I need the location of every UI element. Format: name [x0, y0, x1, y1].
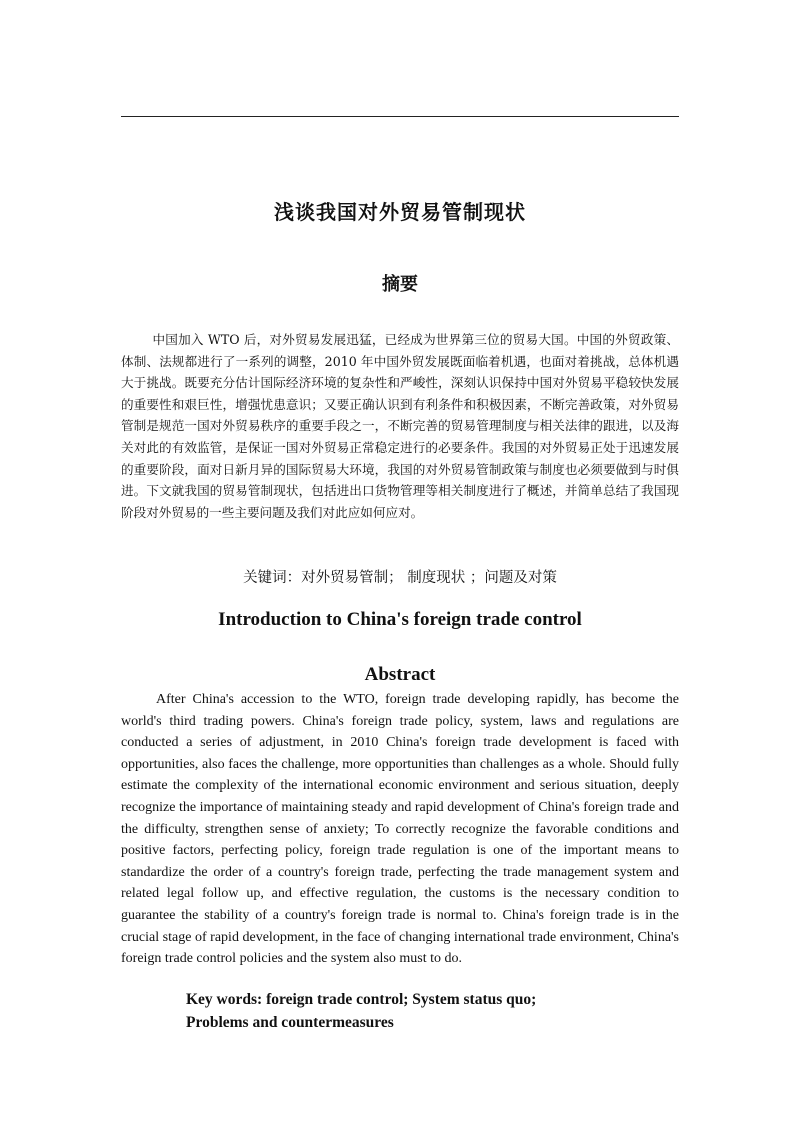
chinese-abstract-heading: 摘要	[382, 274, 418, 295]
english-keywords-line-1: Key words: foreign trade control; System status quo;	[186, 991, 537, 1008]
chinese-keywords: 关键词：对外贸易管制； 制度现状 ；问题及对策	[243, 570, 557, 586]
english-keywords-line-2: Problems and countermeasures	[186, 1014, 394, 1031]
english-keywords	[186, 988, 666, 1034]
english-abstract-heading: Abstract	[364, 664, 436, 685]
chinese-title: 浅谈我国对外贸易管制现状	[274, 200, 526, 224]
english-title: Introduction to China's foreign trade control	[218, 609, 582, 630]
header-rule	[121, 116, 679, 117]
chinese-abstract-text: 中国加入 WTO 后，对外贸易发展迅猛，已经成为世界第三位的贸易大国。中国的外贸政策、体制、法规都进行了一系列的调整，2010 年中国外贸发展既面临着机遇，也面对着挑战，总体机遇大于挑战。既要充分估计国际经济环境的复杂性和严峻性，深刻认识保持中国对外贸易平稳较快发展的重要性和艰巨性，增强忧患意识；又要正确认识到有利条件和积极因素，不断完善政策，对外贸易管制是规范一国对外贸易秩序的重要手段之一，不断完善的贸易管理制度与相关法律的跟进，以及海关对此的有效监管，是保证一国对外贸易正常稳定进行的必要条件。我国的对外贸易正处于迅速发展的重要阶段，面对日新月异的国际贸易大环境，我国的对外贸易管制政策与制度也必须要做到与时俱进。下文就我国的贸易管制现状，包括进出口货物管理等相关制度进行了概述，并简单总结了我国现阶段对外贸易的一些主要问题及我们对此应如何应对。	[121, 332, 679, 520]
english-abstract-text: After China's accession to the WTO, foreign trade developing rapidly, has become the world's third trading powers. China's foreign trade policy, system, laws and regulations are conducted a series of adjustment, in 2010 China's foreign trade development is faced with opportunities, also faces the challenge, more opportunities than challenges as a whole. Should fully estimate the complexity of the international economic environment and serious situation, deeply recognize the importance of maintaining steady and rapid development of China's foreign trade and the difficulty, strengthen sense of anxiety; To correctly recognize the favorable conditions and positive factors, perfecting policy, foreign trade regulation is one of the important means to standardize the order of a country's foreign trade, perfecting the trade management system and related legal follow up, and effective regulation, the customs is the necessary condition to guarantee the stability of a country's foreign trade is normal to. China's foreign trade is in the crucial stage of rapid development, in the face of changing international trade environment, China's foreign trade control policies and the system also must to do.	[121, 692, 679, 967]
